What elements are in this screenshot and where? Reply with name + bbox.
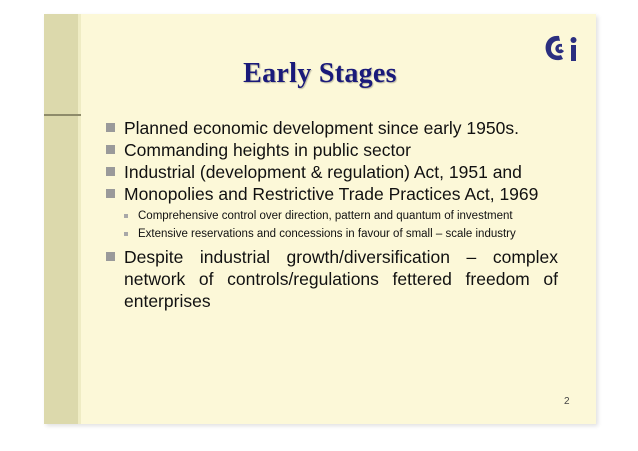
square-bullet-icon xyxy=(106,252,115,261)
slide xyxy=(44,14,596,424)
title-rule xyxy=(44,114,81,116)
square-bullet-icon xyxy=(106,167,115,176)
bullet-text: Despite industrial growth/diversification – complex network of controls/regulations fettered freedom of enterprises xyxy=(124,247,558,311)
square-bullet-icon xyxy=(106,189,115,198)
page-number: 2 xyxy=(564,396,570,407)
square-bullet-icon xyxy=(106,123,115,132)
sub-bullet-item xyxy=(124,209,558,223)
square-bullet-icon xyxy=(106,145,115,154)
bullet-item xyxy=(106,183,558,205)
bullet-item xyxy=(106,139,558,161)
sub-bullet-text: Extensive reservations and concessions in favour of small – scale industry xyxy=(138,228,516,240)
bullet-text: Commanding heights in public sector xyxy=(124,140,411,160)
bullet-text: Monopolies and Restrictive Trade Practices Act, 1969 xyxy=(124,184,539,204)
bullet-item xyxy=(106,161,558,183)
bullet-text: Industrial (development & regulation) Act, 1951 and xyxy=(124,162,522,182)
slide-title: Early Stages xyxy=(243,58,397,89)
slide-body xyxy=(106,117,558,312)
sub-bullet-item xyxy=(124,227,558,241)
bullet-item xyxy=(106,117,558,139)
sub-bullet-icon xyxy=(124,232,128,236)
bullet-item xyxy=(106,246,558,312)
sub-bullet-text: Comprehensive control over direction, pattern and quantum of investment xyxy=(138,210,513,222)
bullet-text: Planned economic development since early 1950s. xyxy=(124,118,519,138)
sub-bullet-icon xyxy=(124,214,128,218)
